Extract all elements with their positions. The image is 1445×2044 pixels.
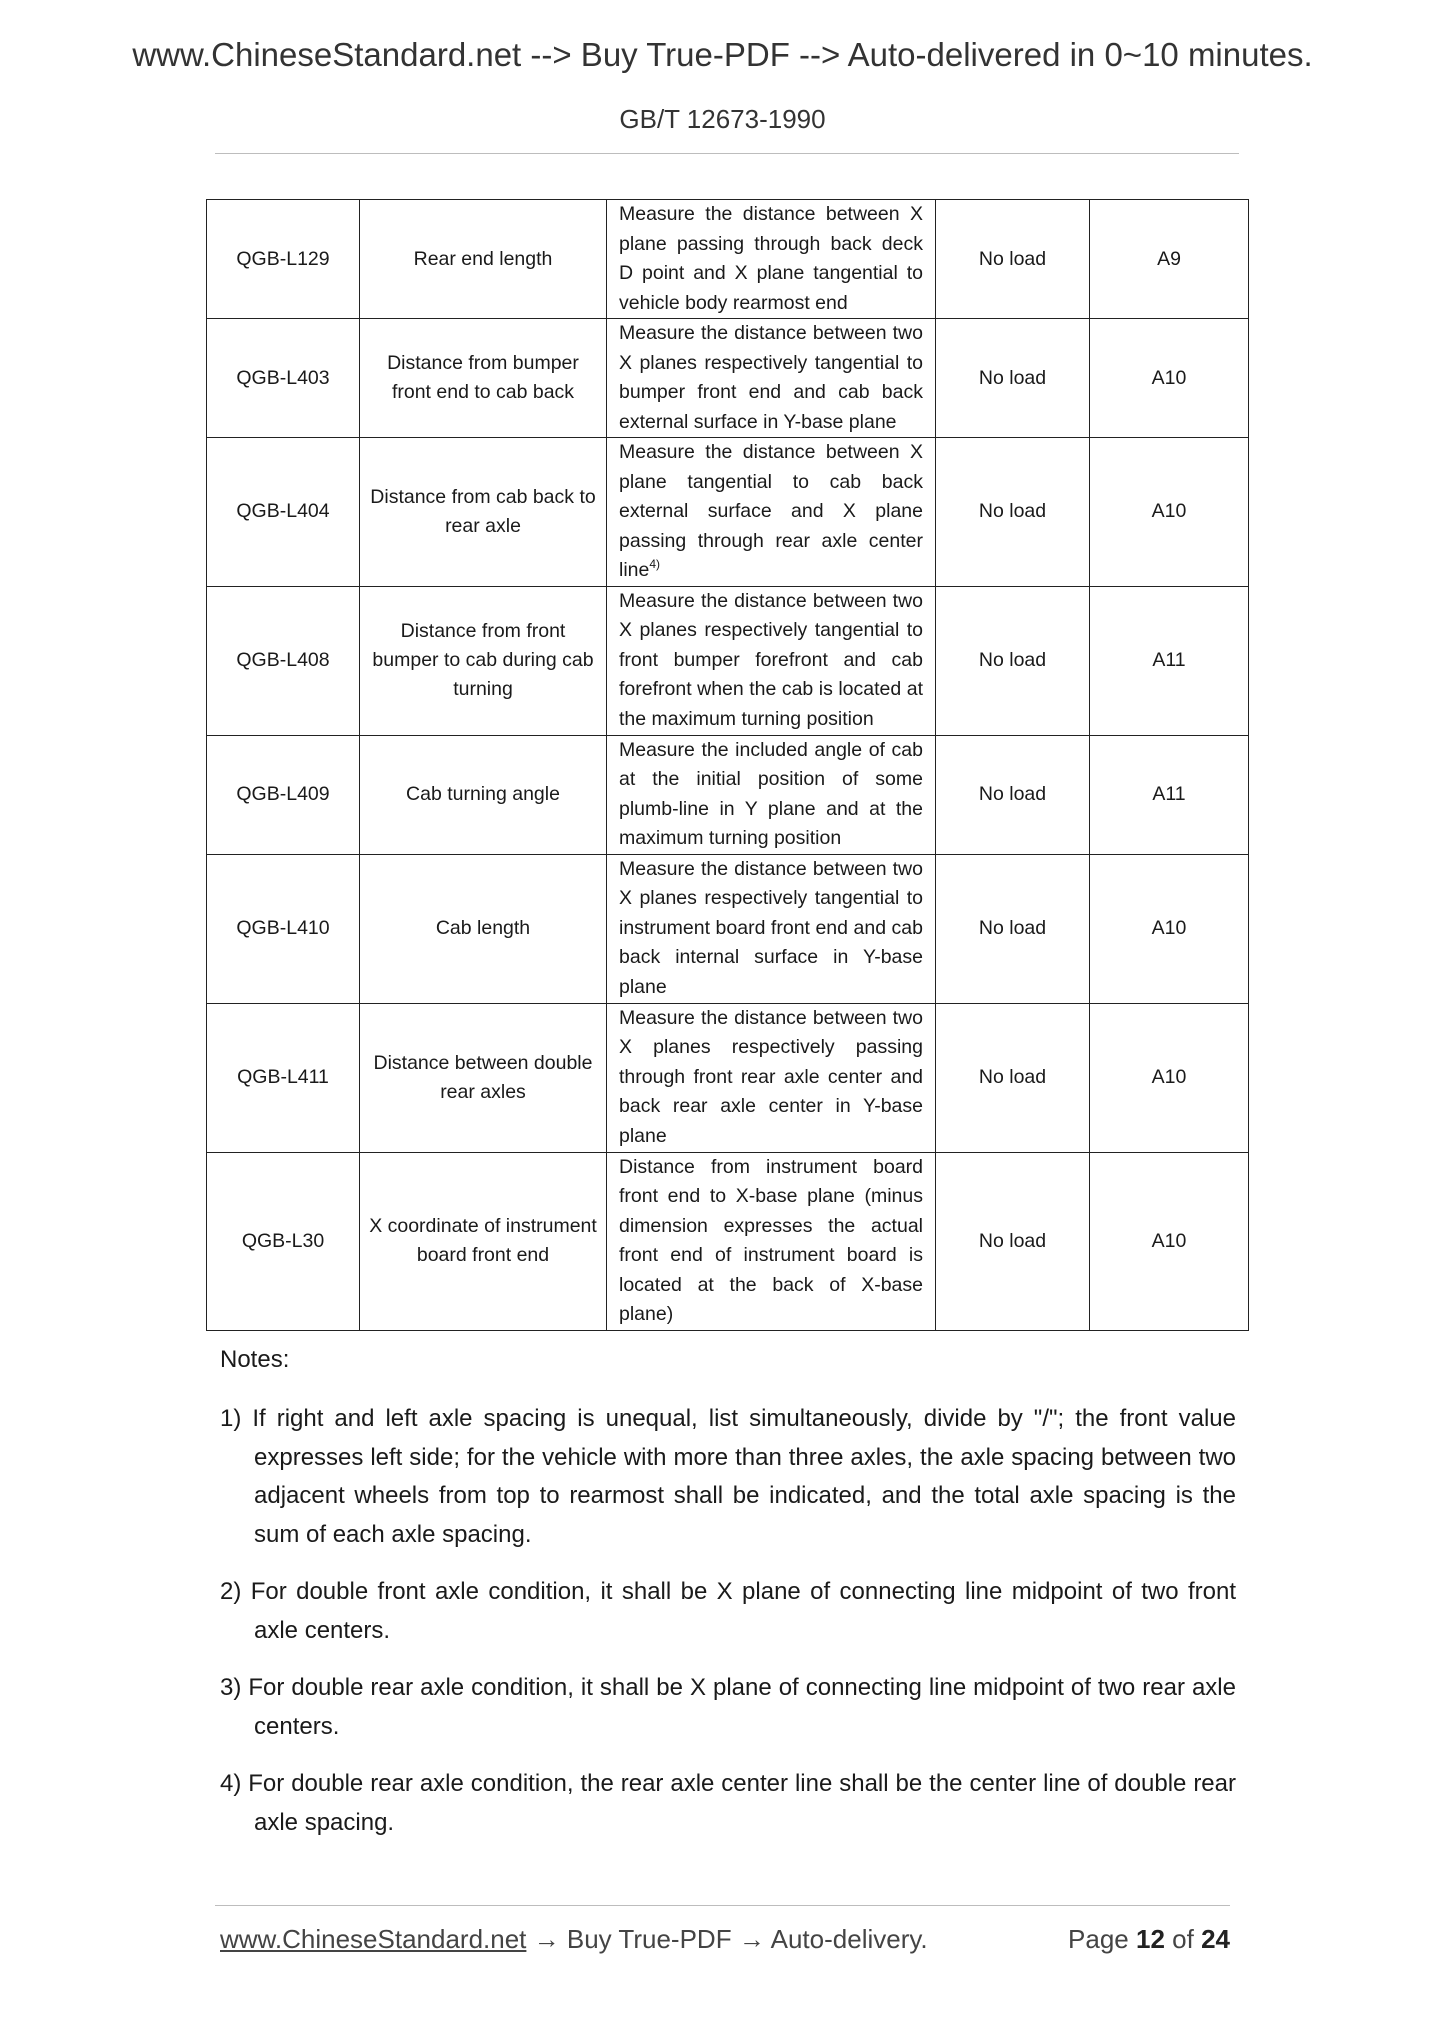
table-row	[207, 1152, 1249, 1330]
table-row	[207, 319, 1249, 438]
notes-title: Notes:	[220, 1346, 290, 1373]
page-of: of	[1172, 1924, 1194, 1954]
load-cell: No load	[936, 438, 1090, 587]
code-cell: QGB-L408	[207, 586, 360, 735]
method-cell: Measure the distance between two X planes respectively tangential to bumper front end and cab back external surface in Y-base plane	[607, 319, 936, 438]
page-label: Page	[1068, 1924, 1129, 1954]
code-cell: QGB-L129	[207, 200, 360, 319]
code-cell: QGB-L409	[207, 735, 360, 854]
notes-section	[220, 1346, 1236, 1861]
load-cell: No load	[936, 586, 1090, 735]
figure-cell: A10	[1090, 319, 1249, 438]
delivery-text: Auto-delivery.	[770, 1924, 928, 1954]
table-row	[207, 735, 1249, 854]
name-cell: Rear end length	[360, 200, 607, 319]
table-row	[207, 586, 1249, 735]
site-link[interactable]: www.ChineseStandard.net	[220, 1924, 527, 1954]
code-cell: QGB-L403	[207, 319, 360, 438]
name-cell: Cab turning angle	[360, 735, 607, 854]
name-cell: Distance from front bumper to cab during cab turning	[360, 586, 607, 735]
figure-cell: A10	[1090, 438, 1249, 587]
load-cell: No load	[936, 200, 1090, 319]
load-cell: No load	[936, 1003, 1090, 1152]
table-row	[207, 854, 1249, 1003]
page-indicator	[1068, 1924, 1230, 1955]
table-row	[207, 438, 1249, 587]
arrow-right-icon: →	[738, 1924, 765, 1954]
method-cell: Measure the included angle of cab at the initial position of some plumb-line in Y plane and at the maximum turning position	[607, 735, 936, 854]
figure-cell: A11	[1090, 586, 1249, 735]
method-cell: Distance from instrument board front end to X-base plane (minus dimension expresses the actual front end of instrument board is located at the back of X-base plane)	[607, 1152, 936, 1330]
method-cell: Measure the distance between two X planes respectively passing through front rear axle center and back rear axle center in Y-base plane	[607, 1003, 936, 1152]
footer-links	[220, 1924, 928, 1955]
load-cell: No load	[936, 319, 1090, 438]
code-cell: QGB-L411	[207, 1003, 360, 1152]
standard-code: GB/T 12673-1990	[619, 104, 826, 134]
code-cell: QGB-L30	[207, 1152, 360, 1330]
load-cell: No load	[936, 1152, 1090, 1330]
method-cell: Measure the distance between two X planes respectively tangential to front bumper forefront and cab forefront when the cab is located at the maximum turning position	[607, 586, 936, 735]
figure-cell: A10	[1090, 854, 1249, 1003]
name-cell: Distance from bumper front end to cab back	[360, 319, 607, 438]
method-text: Measure the distance between X plane tangential to cab back external surface and X plane passing through rear axle center line	[619, 441, 923, 581]
method-cell: Measure the distance between X plane passing through back deck D point and X plane tangential to vehicle body rearmost end	[607, 200, 936, 319]
note-item: 1) If right and left axle spacing is unequal, list simultaneously, divide by "/"; the front value expresses left side; for the vehicle with more than three axles, the axle spacing between two adjacent wheels from top to rearmost shall be indicated, and the total axle spacing is the sum of each axle spacing.	[220, 1405, 1236, 1548]
top-banner[interactable]: www.ChineseStandard.net --> Buy True-PDF --> Auto-delivered in 0~10 minutes.	[132, 36, 1313, 73]
figure-cell: A10	[1090, 1152, 1249, 1330]
code-cell: QGB-L410	[207, 854, 360, 1003]
figure-cell: A9	[1090, 200, 1249, 319]
table-row	[207, 200, 1249, 319]
arrow-right-icon: →	[533, 1924, 560, 1954]
header-divider	[215, 153, 1239, 154]
page-total: 24	[1201, 1924, 1230, 1954]
figure-cell: A11	[1090, 735, 1249, 854]
footer-divider	[215, 1905, 1230, 1906]
name-cell: Distance between double rear axles	[360, 1003, 607, 1152]
footnote-ref: 4)	[649, 557, 661, 571]
method-cell	[607, 438, 936, 587]
method-cell: Measure the distance between two X planes respectively tangential to instrument board front end and cab back internal surface in Y-base plane	[607, 854, 936, 1003]
load-cell: No load	[936, 854, 1090, 1003]
page-current: 12	[1136, 1924, 1165, 1954]
name-cell: X coordinate of instrument board front end	[360, 1152, 607, 1330]
table-row	[207, 1003, 1249, 1152]
page-footer	[220, 1924, 1230, 1960]
name-cell: Distance from cab back to rear axle	[360, 438, 607, 587]
code-cell: QGB-L404	[207, 438, 360, 587]
name-cell: Cab length	[360, 854, 607, 1003]
note-item: 4) For double rear axle condition, the rear axle center line shall be the center line of double rear axle spacing.	[220, 1770, 1236, 1836]
load-cell: No load	[936, 735, 1090, 854]
note-item: 3) For double rear axle condition, it shall be X plane of connecting line midpoint of two rear axle centers.	[220, 1674, 1236, 1740]
note-item: 2) For double front axle condition, it shall be X plane of connecting line midpoint of two front axle centers.	[220, 1578, 1236, 1644]
figure-cell: A10	[1090, 1003, 1249, 1152]
buy-text: Buy True-PDF	[566, 1924, 732, 1954]
measurement-table	[206, 199, 1249, 1331]
